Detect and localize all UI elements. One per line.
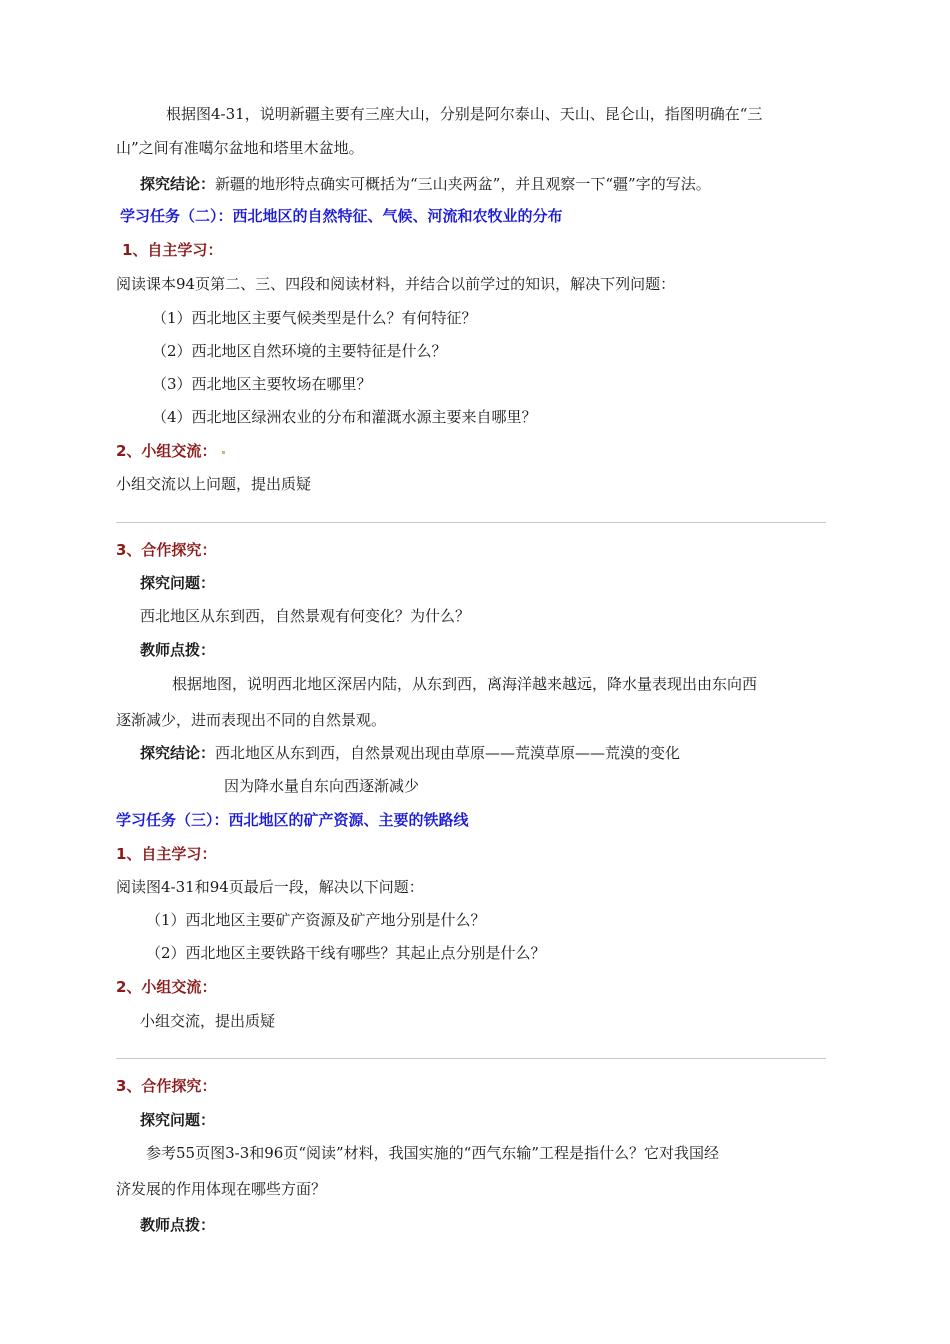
paragraph-line: 根据图4-31，说明新疆主要有三座大山，分别是阿尔泰山、天山、昆仑山，指图明确在“三: [166, 105, 763, 123]
paragraph-line: 参考55页图3-3和96页“阅读”材料，我国实施的“西气东输”工程是指什么？它对我国经: [146, 1144, 720, 1162]
question-item: （2）西北地区主要铁路干线有哪些？其起止点分别是什么？: [146, 944, 546, 962]
subheading: 探究问题：: [140, 1111, 216, 1129]
paragraph-line: 小组交流，提出质疑: [140, 1012, 276, 1030]
question-item: （2）西北地区自然环境的主要特征是什么？: [152, 342, 447, 360]
section-heading: 1、自主学习：: [122, 241, 223, 259]
paragraph-line: 西北地区从东到西，自然景观有何变化？为什么？: [140, 607, 471, 625]
question-item: （1）西北地区主要气候类型是什么？有何特征？: [152, 309, 477, 327]
section-heading: 3、合作探究：: [116, 1077, 217, 1095]
section-heading: 2、小组交流：: [116, 978, 217, 996]
conclusion-line: [140, 174, 711, 194]
dot-mark-icon: [222, 451, 225, 454]
conclusion-text: 因为降水量自东向西逐渐减少: [224, 777, 420, 795]
divider: [116, 522, 826, 523]
section-heading: 1、自主学习：: [116, 845, 217, 863]
section-heading: 2、小组交流：: [116, 442, 217, 460]
conclusion-label: 探究结论：: [140, 175, 216, 193]
paragraph-line: 济发展的作用体现在哪些方面？: [116, 1180, 327, 1198]
paragraph-line: 阅读课本94页第二、三、四段和阅读材料，并结合以前学过的知识，解决下列问题：: [116, 275, 676, 293]
section-heading: 3、合作探究：: [116, 541, 217, 559]
section-heading-line: [116, 441, 225, 461]
divider: [116, 1058, 826, 1059]
question-item: （3）西北地区主要牧场在哪里？: [152, 375, 372, 393]
paragraph-line: 逐渐减少，进而表现出不同的自然景观。: [116, 711, 387, 729]
conclusion-text: 西北地区从东到西，自然景观出现由草原——荒漠草原——荒漠的变化: [215, 744, 681, 762]
conclusion-text: 新疆的地形特点确实可概括为“三山夹两盆”，并且观察一下“疆”字的写法。: [215, 175, 711, 193]
paragraph-line: 小组交流以上问题，提出质疑: [116, 475, 312, 493]
subheading: 探究问题：: [140, 574, 216, 592]
paragraph-line: 阅读图4-31和94页最后一段，解决以下问题：: [116, 878, 424, 896]
subheading: 教师点拨：: [140, 1216, 216, 1234]
task-heading: 学习任务（三）：西北地区的矿产资源、主要的铁路线: [116, 811, 469, 829]
conclusion-line: [140, 743, 680, 763]
question-item: （4）西北地区绿洲农业的分布和灌溉水源主要来自哪里？: [152, 408, 537, 426]
paragraph-line: 山”之间有准噶尔盆地和塔里木盆地。: [116, 139, 364, 157]
conclusion-label: 探究结论：: [140, 744, 216, 762]
task-heading: 学习任务（二）：西北地区的自然特征、气候、河流和农牧业的分布: [120, 207, 563, 225]
paragraph-line: 根据地图，说明西北地区深居内陆，从东到西，离海洋越来越远，降水量表现出由东向西: [172, 675, 758, 693]
subheading: 教师点拨：: [140, 641, 216, 659]
question-item: （1）西北地区主要矿产资源及矿产地分别是什么？: [146, 911, 486, 929]
